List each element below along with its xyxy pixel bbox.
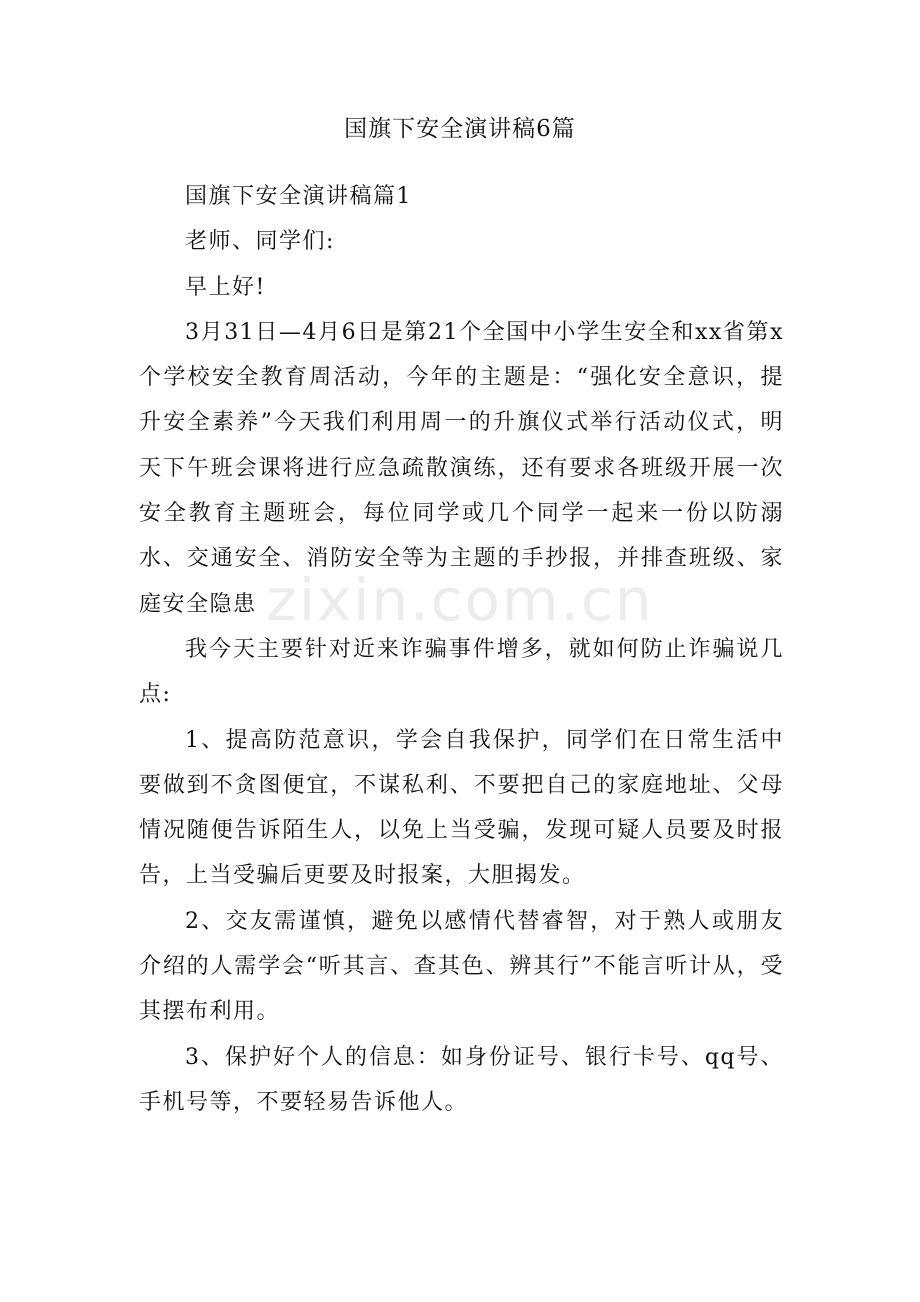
watermark: zixin.com.cn (266, 566, 654, 634)
point-2-paragraph: 2、交友需谨慎，避免以感情代替睿智，对于熟人或朋友介绍的人需学会“听其言、查其色、辨其行”不能言听计从，受其摆布利用。 (139, 908, 784, 1025)
document-title: 国旗下安全演讲稿6篇 (344, 116, 576, 142)
document-body (139, 174, 784, 1125)
section-heading: 国旗下安全演讲稿篇1 (185, 184, 412, 209)
topic-paragraph: 我今天主要针对近来诈骗事件增多，就如何防止诈骗说几点: (139, 636, 784, 708)
point-1-paragraph: 1、提高防范意识，学会自我保护，同学们在日常生活中要做到不贪图便宜，不谋私利、不要把自己的家庭地址、父母情况随便告诉陌生人，以免上当受骗，发现可疑人员要及时报告，上当受骗后更要及时报案，大胆揭发。 (139, 727, 784, 889)
point-3-paragraph: 3、保护好个人的信息：如身份证号、银行卡号、qq号、手机号等，不要轻易告诉他人。 (139, 1044, 784, 1115)
intro-paragraph: 3月31日—4月6日是第21个全国中小学生安全和xx省第x个学校安全教育周活动，今年的主题是：“强化安全意识，提升安全素养”今天我们利用周一的升旗仪式举行活动仪式，明天下午班会课将进行应急疏散演练，还有要求各班级开展一次安全教育主题班会，每位同学或几个同学一起来一份以防溺水、交通安全、消防安全等为主题的手抄报，并排查班级、家庭安全隐患 (139, 319, 784, 617)
greeting: 早上好! (185, 274, 266, 300)
salutation: 老师、同学们: (185, 229, 335, 255)
